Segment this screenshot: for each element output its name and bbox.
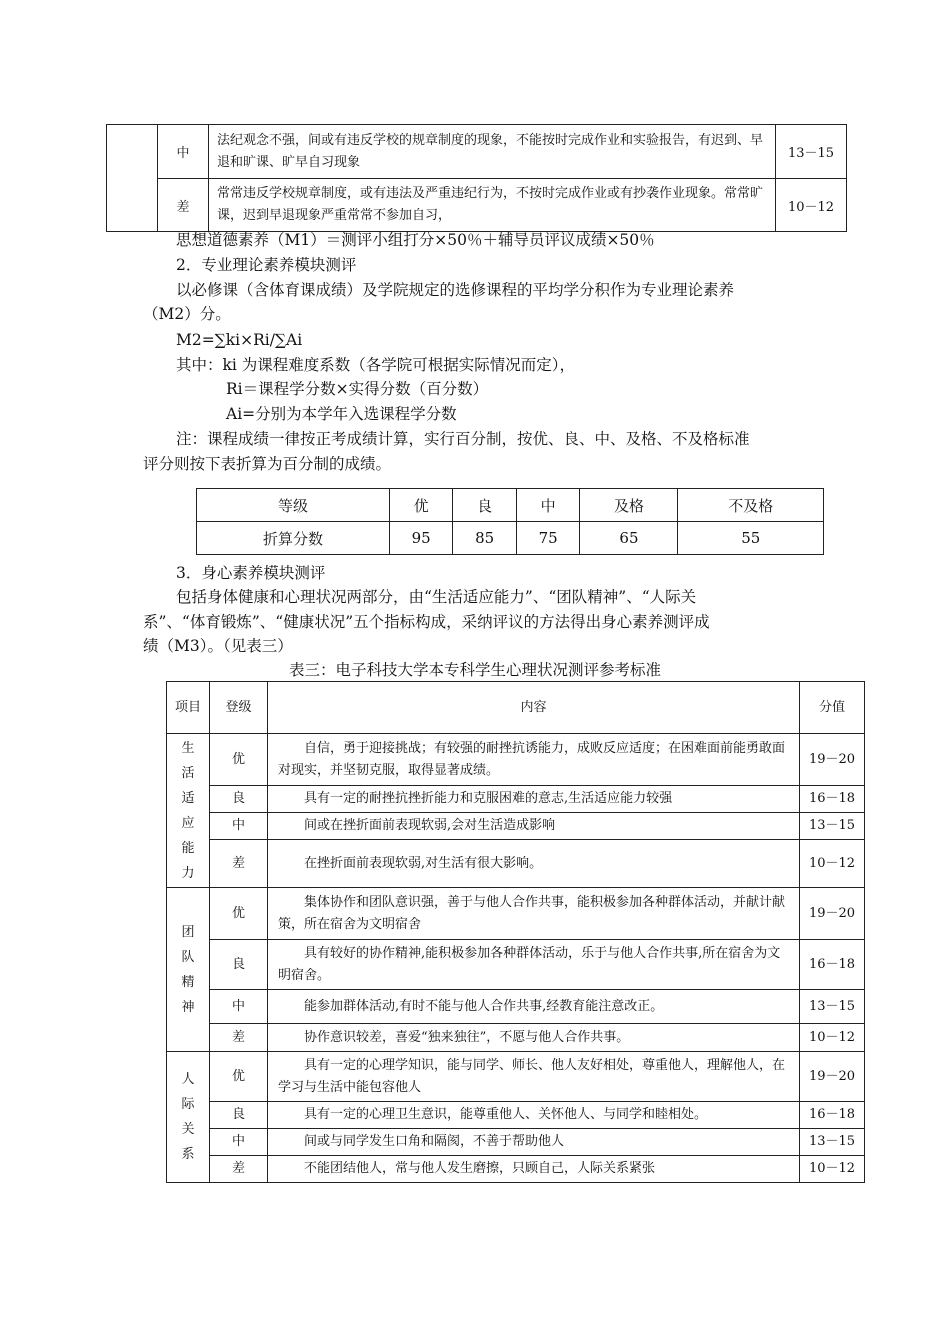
level-cell: 差 xyxy=(210,840,268,888)
where-ai: Ai=分别为本学年入选课程学分数 xyxy=(226,405,457,423)
score-cell: 13－15 xyxy=(800,1129,865,1156)
level-cell: 差 xyxy=(210,1156,268,1183)
score-cell: 10－12 xyxy=(800,840,865,888)
category-cell: 团 队 精 神 xyxy=(167,888,210,1052)
table-cell: 等级 xyxy=(197,489,390,522)
section3-title: 3．身心素养模块测评 xyxy=(176,564,326,582)
table-cell: 及格 xyxy=(580,489,678,522)
grade-conversion-table xyxy=(196,488,824,555)
level-cell: 良 xyxy=(210,940,268,990)
table-row xyxy=(167,1156,865,1183)
content-cell: 具有较好的协作精神,能积极参加各种群体活动，乐于与他人合作共事,所在宿舍为文明宿舍。 xyxy=(268,940,800,990)
table3-caption: 表三：电子科技大学本专科学生心理状况测评参考标准 xyxy=(288,661,661,679)
table-row xyxy=(107,125,847,179)
table-header-row xyxy=(167,682,865,734)
score-cell: 19－20 xyxy=(800,1052,865,1102)
table-row xyxy=(167,940,865,990)
level-cell: 中 xyxy=(158,125,209,179)
level-cell: 良 xyxy=(210,1102,268,1129)
level-cell: 中 xyxy=(210,813,268,840)
level-cell: 中 xyxy=(210,990,268,1024)
section3-line2: 系”、“体育锻炼”、“健康状况”五个指标构成，采纳评议的方法得出身心素养测评成 xyxy=(143,613,710,631)
table-row xyxy=(167,786,865,813)
table-row xyxy=(167,1052,865,1102)
table-row xyxy=(167,1129,865,1156)
score-cell: 10－12 xyxy=(776,179,847,232)
table-cell: 55 xyxy=(678,522,824,555)
where-ki: 其中：ki 为课程难度系数（各学院可根据实际情况而定）， xyxy=(176,356,576,374)
note-line1: 注：课程成绩一律按正考成绩计算，实行百分制，按优、良、中、及格、不及格标准 xyxy=(176,430,750,448)
content-cell: 具有一定的心理卫生意识，能尊重他人、关怀他人、与同学和睦相处。 xyxy=(268,1102,800,1129)
score-cell: 16－18 xyxy=(800,940,865,990)
table-row xyxy=(167,990,865,1024)
score-cell: 13－15 xyxy=(776,125,847,179)
table-cell: 65 xyxy=(580,522,678,555)
level-cell: 优 xyxy=(210,888,268,940)
section2-paragraph-line1: 以必修课（含体育课成绩）及学院规定的选修课程的平均学分积作为专业理论素养 xyxy=(176,281,735,299)
section2-paragraph-line2: （M2）分。 xyxy=(143,305,231,323)
level-cell: 良 xyxy=(210,786,268,813)
table-row xyxy=(167,888,865,940)
category-cell xyxy=(107,125,158,232)
m2-formula: M2=∑ki×Ri/∑Ai xyxy=(176,331,303,349)
content-cell: 常常违反学校规章制度，或有违法及严重违纪行为，不按时完成作业或有抄袭作业现象。常常旷课，迟到早退现象严重常常不参加自习， xyxy=(209,179,776,232)
section3-line1: 包括身体健康和心理状况两部分，由“生活适应能力”、“团队精神”、“人际关 xyxy=(176,588,697,606)
table-row xyxy=(167,1024,865,1052)
content-cell: 具有一定的心理学知识，能与同学、师长、他人友好相处，尊重他人，理解他人，在学习与生活中能包容他人 xyxy=(268,1052,800,1102)
level-cell: 差 xyxy=(158,179,209,232)
category-cell: 生 活 适 应 能 力 xyxy=(167,734,210,888)
content-cell: 法纪观念不强，间或有违反学校的规章制度的现象，不能按时完成作业和实验报告，有迟到、早退和旷课、旷早自习现象 xyxy=(209,125,776,179)
header-item: 项目 xyxy=(167,682,210,734)
score-cell: 10－12 xyxy=(800,1024,865,1052)
content-cell: 间或与同学发生口角和隔阂，不善于帮助他人 xyxy=(268,1129,800,1156)
m1-formula: 思想道德素养（M1）＝测评小组打分×50％＋辅导员评议成绩×50％ xyxy=(176,231,655,249)
content-cell: 自信，勇于迎接挑战；有较强的耐挫抗诱能力，成败反应适度；在困难面前能勇敢面对现实，并坚韧克服，取得显著成绩。 xyxy=(268,734,800,786)
score-cell: 13－15 xyxy=(800,813,865,840)
table-cell: 优 xyxy=(389,489,453,522)
category-cell: 人 际 关 系 xyxy=(167,1052,210,1183)
table-cell: 良 xyxy=(453,489,517,522)
content-cell: 能参加群体活动,有时不能与他人合作共事,经教育能注意改正。 xyxy=(268,990,800,1024)
content-cell: 集体协作和团队意识强，善于与他人合作共事，能积极参加各种群体活动，并献计献策，所在宿舍为文明宿舍 xyxy=(268,888,800,940)
table-cell: 中 xyxy=(516,489,580,522)
score-cell: 19－20 xyxy=(800,734,865,786)
level-cell: 优 xyxy=(210,734,268,786)
conduct-table-continuation xyxy=(106,124,847,232)
content-cell: 不能团结他人，常与他人发生磨擦，只顾自己，人际关系紧张 xyxy=(268,1156,800,1183)
level-cell: 差 xyxy=(210,1024,268,1052)
note-line2: 评分则按下表折算为百分制的成绩。 xyxy=(143,455,392,473)
table-row xyxy=(167,1102,865,1129)
score-cell: 16－18 xyxy=(800,786,865,813)
table-cell: 75 xyxy=(516,522,580,555)
content-cell: 在挫折面前表现软弱,对生活有很大影响。 xyxy=(268,840,800,888)
table-cell: 95 xyxy=(389,522,453,555)
table-row xyxy=(197,489,824,522)
table-cell: 85 xyxy=(453,522,517,555)
table-row xyxy=(167,840,865,888)
header-level: 登级 xyxy=(210,682,268,734)
score-cell: 10－12 xyxy=(800,1156,865,1183)
header-score: 分值 xyxy=(800,682,865,734)
table-row xyxy=(197,522,824,555)
table-row xyxy=(167,813,865,840)
table-row xyxy=(107,179,847,232)
content-cell: 间或在挫折面前表现软弱,会对生活造成影响 xyxy=(268,813,800,840)
score-cell: 19－20 xyxy=(800,888,865,940)
content-cell: 协作意识较差，喜爱“独来独往”，不愿与他人合作共事。 xyxy=(268,1024,800,1052)
score-cell: 16－18 xyxy=(800,1102,865,1129)
section2-title: 2．专业理论素养模块测评 xyxy=(176,256,357,274)
score-cell: 13－15 xyxy=(800,990,865,1024)
header-content: 内容 xyxy=(268,682,800,734)
content-cell: 具有一定的耐挫抗挫折能力和克服困难的意志,生活适应能力较强 xyxy=(268,786,800,813)
table-cell: 折算分数 xyxy=(197,522,390,555)
table-cell: 不及格 xyxy=(678,489,824,522)
table-row xyxy=(167,734,865,786)
psychology-criteria-table xyxy=(166,681,865,1183)
where-ri: Ri＝课程学分数×实得分数（百分数） xyxy=(226,380,489,398)
section3-line3: 绩（M3）。（见表三） xyxy=(143,637,293,655)
level-cell: 优 xyxy=(210,1052,268,1102)
level-cell: 中 xyxy=(210,1129,268,1156)
